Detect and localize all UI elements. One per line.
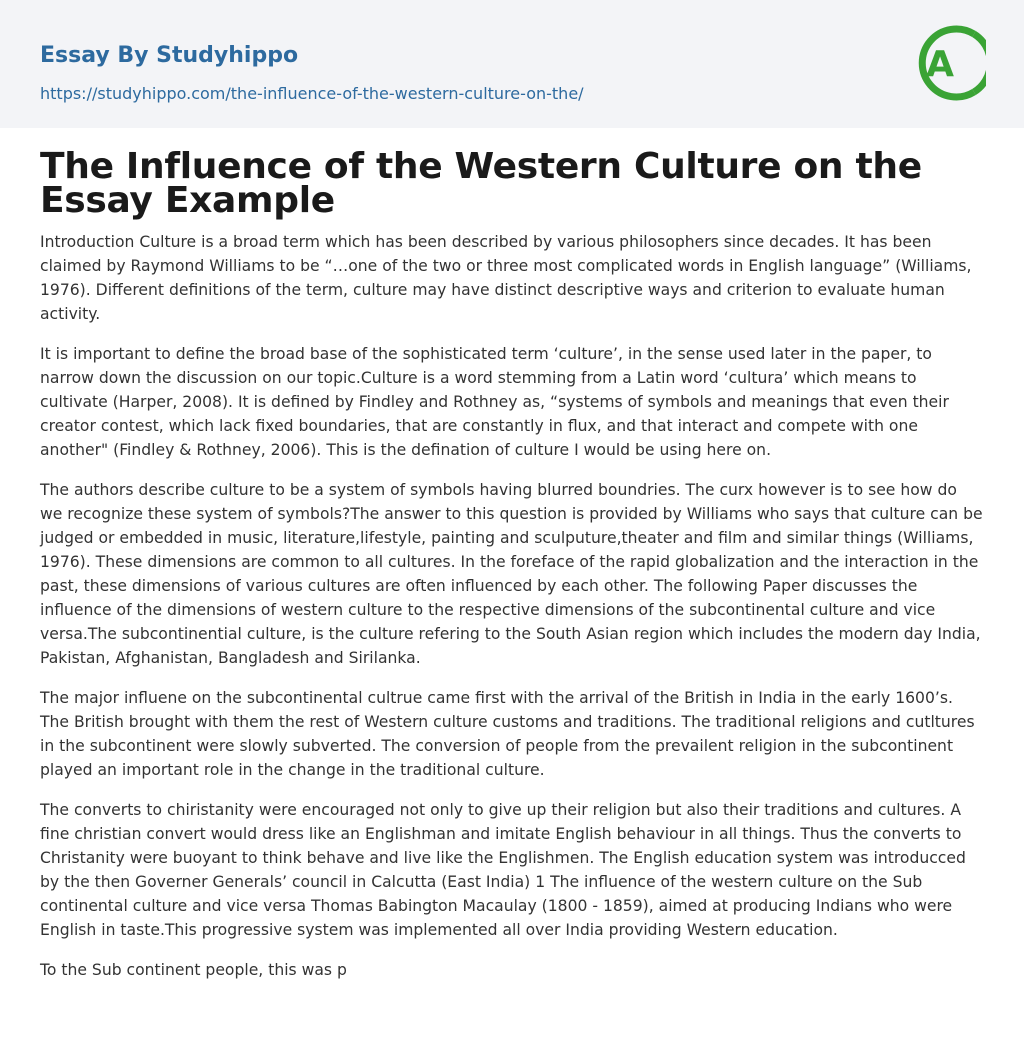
site-header [0,0,1024,128]
studyhippo-logo-icon[interactable] [914,20,986,106]
source-url-link[interactable]: https://studyhippo.com/the-influence-of-the-western-culture-on-the/ [40,84,584,103]
paragraph-5: The converts to chiristanity were encouraged not only to give up their religion but also their traditions and cultures. A fine christian convert would dress like an Englishman and imitate English behaviour in all things. Thus the converts to Christanity were buoyant to think behave and live like the Englishmen. The English education system was introducced by the then Governer Generals’ council in Calcutta (East India) 1 The influence of the western culture on the Sub continental culture and vice versa Thomas Babington Macaulay (1800 - 1859), aimed at producing Indians who were English in taste.This progressive system was implemented all over India providing Western education. [40,801,966,939]
page-title: The Influence of the Western Culture on the Essay Example [40,146,922,221]
paragraph-4: The major influene on the subcontinental cultrue came first with the arrival of the British in India in the early 1600’s. The British brought with them the rest of Western culture customs and traditions. The traditional religions and cutltures in the subcontinent were slowly subverted. The conversion of people from the prevailent religion in the subcontinent played an important role in the change in the traditional culture. [40,689,975,779]
brand-title[interactable]: Essay By Studyhippo [40,43,299,68]
paragraph-6: To the Sub continent people, this was p [40,961,347,979]
paragraph-1: Introduction Culture is a broad term which has been described by various philosophers since decades. It has been claimed by Raymond Williams to be “…one of the two or three most complicated words in English language” (Williams, 1976). Different definitions of the term, culture may have distinct descriptive ways and criterion to evaluate human activity. [40,233,972,323]
article [0,128,1024,982]
paragraph-3: The authors describe culture to be a system of symbols having blurred boundries. The curx however is to see how do we recognize these system of symbols?The answer to this question is provided by Williams who says that culture can be judged or embedded in music, literature,lifestyle, painting and sculputure,theater and film and similar things (Williams, 1976). These dimensions are common to all cultures. In the foreface of the rapid globalization and the interaction in the past, these dimensions of various cultures are often influenced by each other. The following Paper discusses the influence of the dimensions of western culture to the respective dimensions of the subcontinental culture and vice versa.The subcontinential culture, is the culture refering to the South Asian region which includes the modern day India, Pakistan, Afghanistan, Bangladesh and Sirilanka. [40,481,983,667]
paragraph-2: It is important to define the broad base of the sophisticated term ‘culture’, in the sense used later in the paper, to narrow down the discussion on our topic.Culture is a word stemming from a Latin word ‘cultura’ which means to cultivate (Harper, 2008). It is defined by Findley and Rothney as, “systems of symbols and meanings that even their creator contest, which lack fixed boundaries, that are constantly in flux, and that interact and compete with one another" (Findley & Rothney, 2006). This is the defination of culture I would be using here on. [40,345,949,459]
logo-letter: A [926,44,954,85]
